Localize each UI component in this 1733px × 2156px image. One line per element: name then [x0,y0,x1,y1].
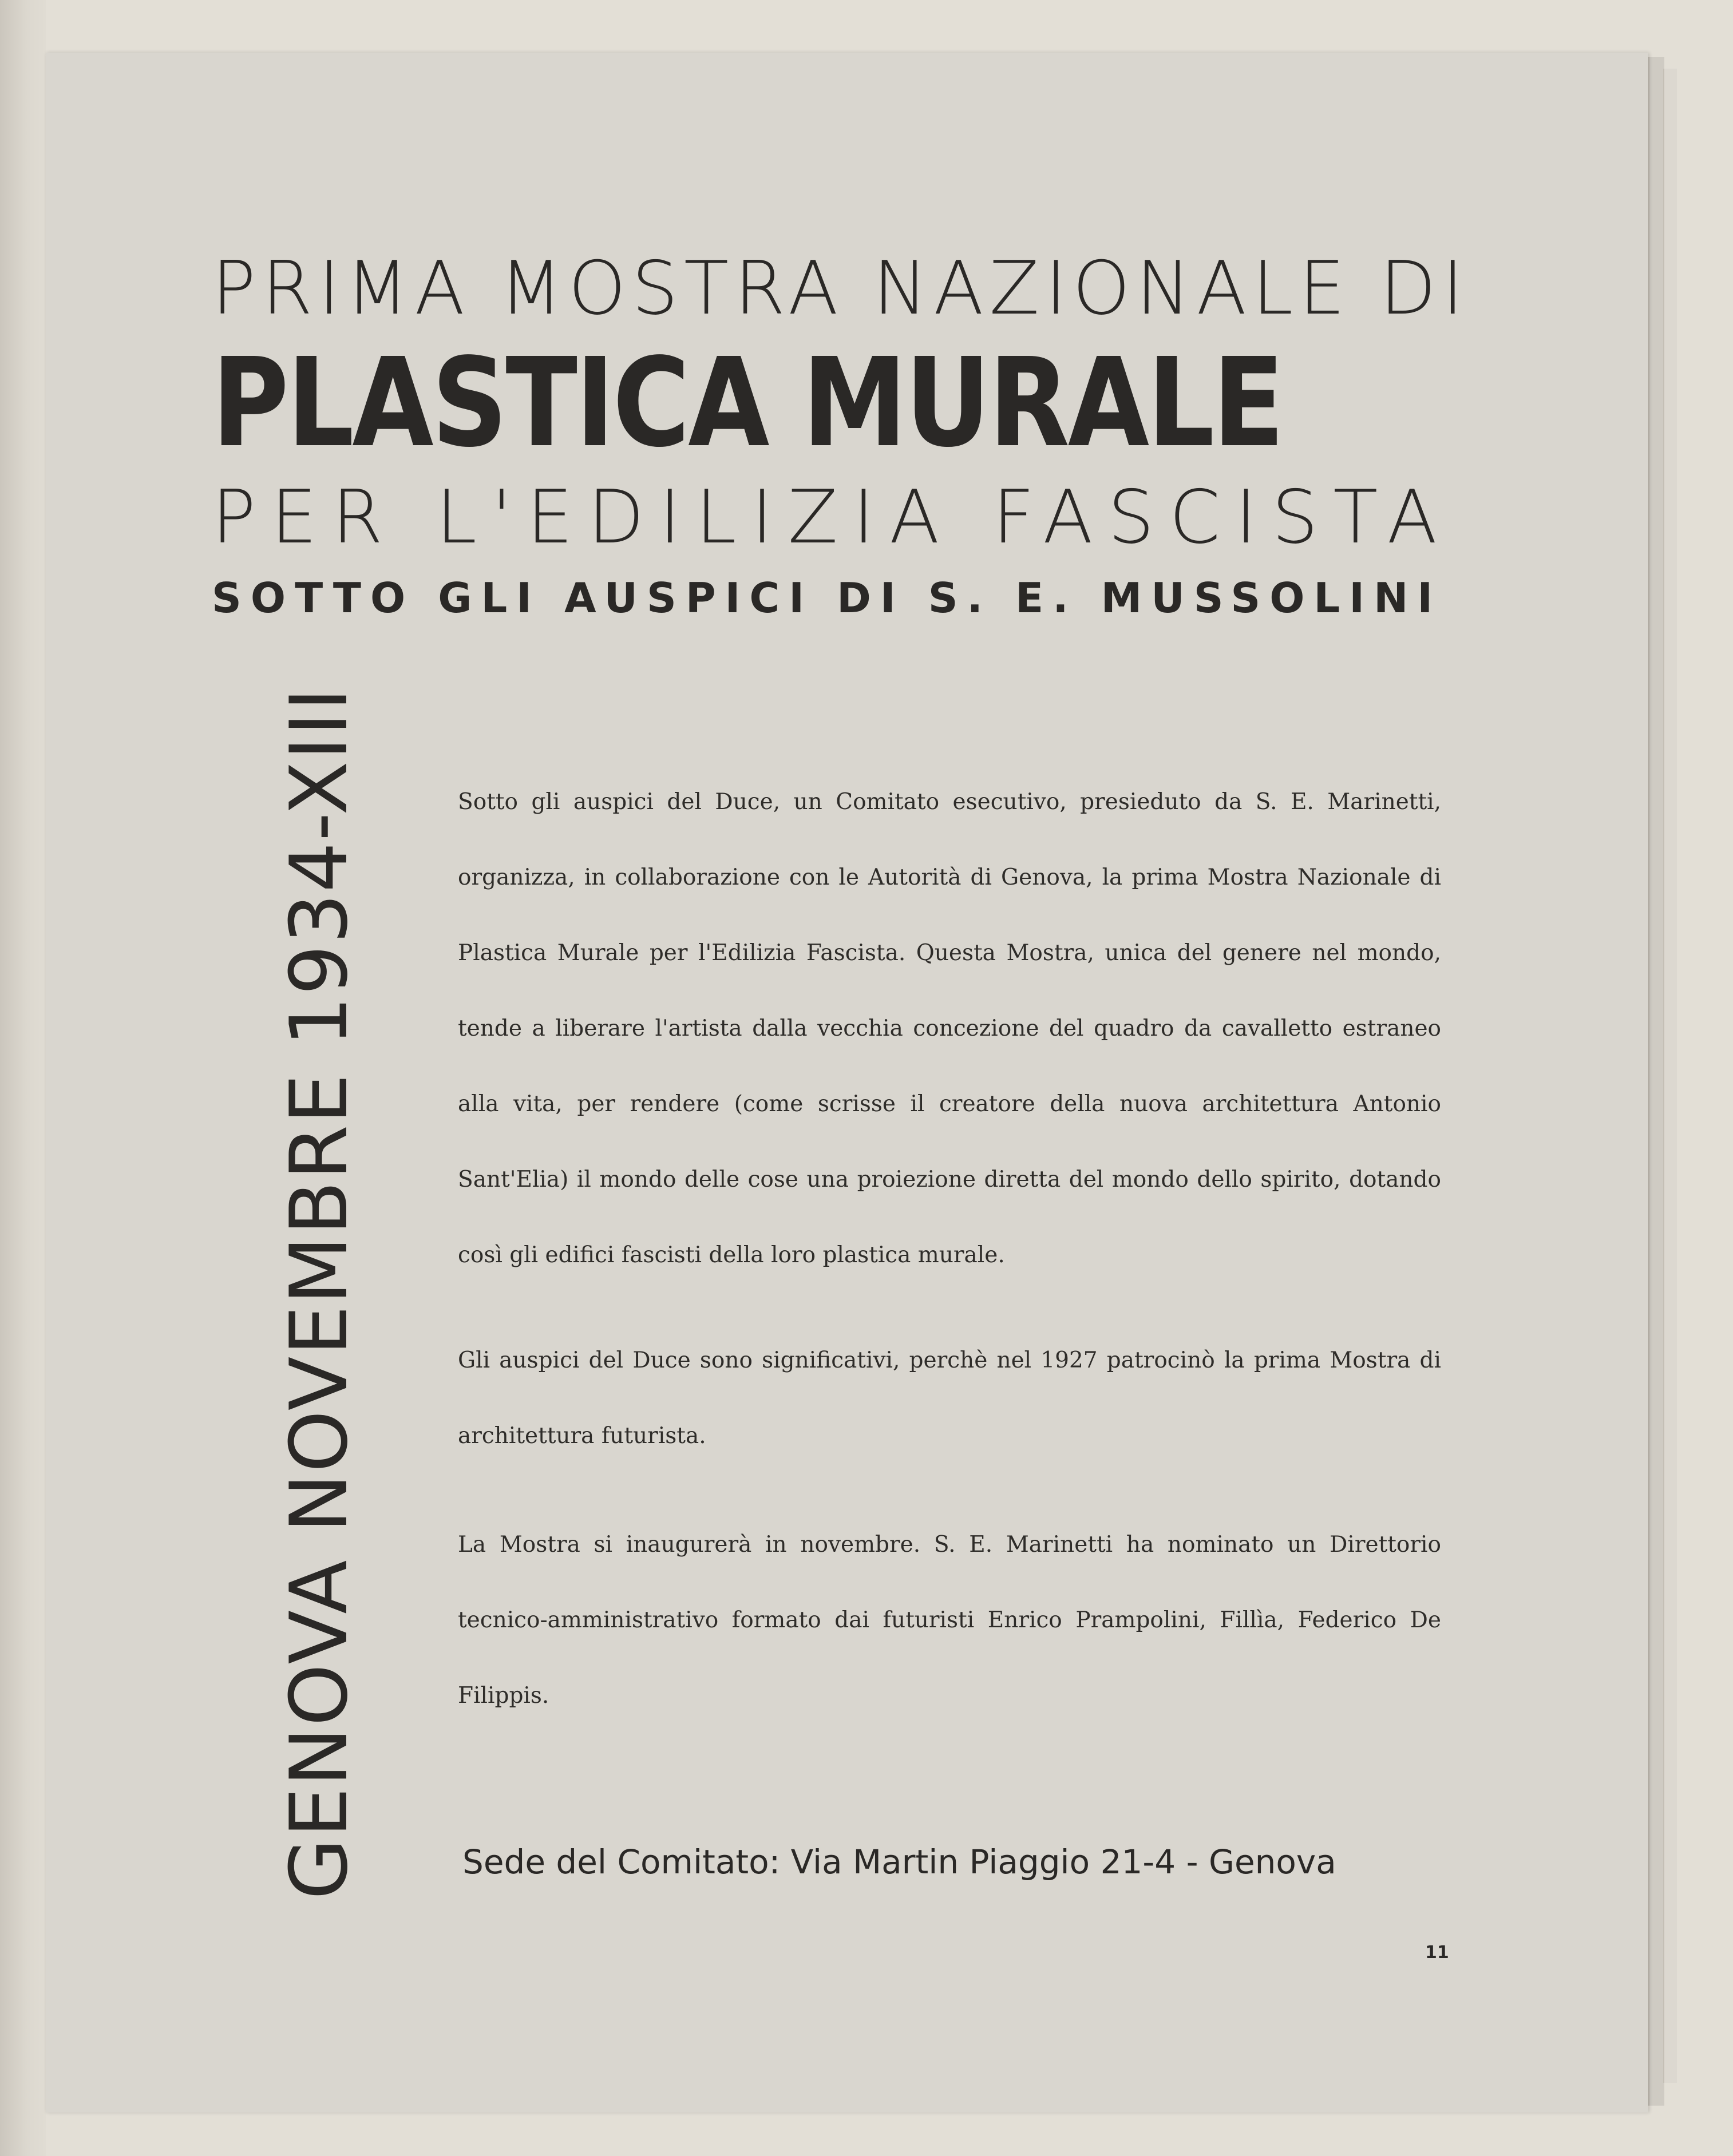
headline-line-3: PER L'EDILIZIA FASCISTA [212,475,1452,560]
body-paragraph-3: La Mostra si inaugurerà in novembre. S. E. Marinetti ha nominato un Direttorio tecnico-amministrativo formato dai futuristi Enrico Prampolini, Fillìa, Federico De Filippis. [458,1532,1441,1709]
headline-line-1: PRIMA MOSTRA NAZIONALE DI [212,246,1470,331]
page-number: 11 [1425,1943,1449,1963]
body-paragraph-1: Sotto gli auspici del Duce, un Comitato esecutivo, presieduto da S. E. Marinetti, organizza, in collaborazione con le Autorità di Genova, la prima Mostra Nazionale di Plastica Murale per l'Edilizia Fascista. Questa Mostra, unica del genere nel mondo, tende a liberare l'artista dalla vecchia concezione del quadro da cavalletto estraneo alla vita, per rendere (come scrisse il creatore della nuova architettura Antonio Sant'Elia) il mondo delle cose una proiezione diretta del mondo dello spirito, dotando così gli edifici fascisti della loro plastica murale. [458,789,1441,1268]
headline-patronage: SOTTO GLI AUSPICI DI S. E. MUSSOLINI [212,574,1442,622]
binding-spine [0,0,46,2156]
page-edge [1648,57,1664,2106]
headline-title: PLASTICA MURALE [212,332,1283,474]
page-edge [1663,69,1677,2083]
committee-address: Sede del Comitato: Via Martin Piaggio 21-4 - Genova [462,1842,1336,1881]
body-paragraph-2: Gli auspici del Duce sono significativi, perchè nel 1927 patrocinò la prima Mostra di architettura futurista. [458,1348,1441,1449]
vertical-location-date: GENOVA NOVEMBRE 1934-XIII [273,687,365,1900]
